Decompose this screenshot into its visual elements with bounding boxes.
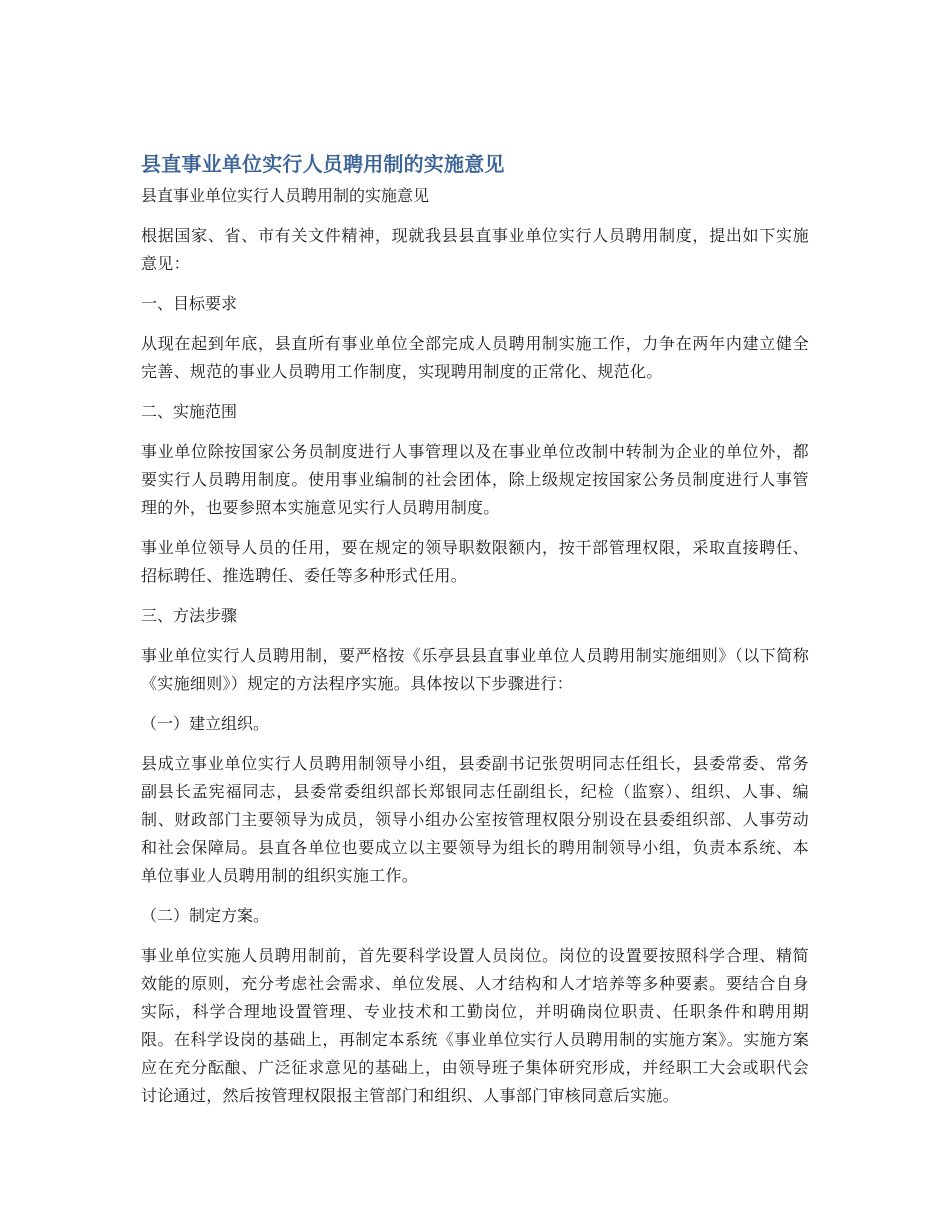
document-subtitle: 县直事业单位实行人员聘用制的实施意见 bbox=[141, 186, 430, 205]
paragraph-scope: 事业单位除按国家公务员制度进行人事管理以及在事业单位改制中转制为企业的单位外，都要实行人员聘用制度。使用事业编制的社会团体，除上级规定按国家公务员制度进行人事管理的外，也要参照本实施意见实行人员聘用制度。 bbox=[141, 442, 809, 517]
document-title: 县直事业单位实行人员聘用制的实施意见 bbox=[141, 152, 505, 176]
document-page bbox=[141, 150, 809, 1110]
paragraph-intro: 根据国家、省、市有关文件精神，现就我县县直事业单位实行人员聘用制度，提出如下实施意见： bbox=[141, 226, 809, 273]
section-heading-steps: 三、方法步骤 bbox=[141, 606, 238, 625]
section-heading-scope: 二、实施范围 bbox=[141, 402, 238, 421]
subsection-heading-organization: （一）建立组织。 bbox=[141, 714, 270, 733]
paragraph-plan: 事业单位实施人员聘用制前，首先要科学设置人员岗位。岗位的设置要按照科学合理、精简效能的原则，充分考虑社会需求、单位发展、人才结构和人才培养等多种要素。要结合自身实际，科学合理地设置管理、专业技术和工勤岗位，并明确岗位职责、任职条件和聘用期限。在科学设岗的基础上，再制定本系统《事业单位实行人员聘用制的实施方案》。实施方案应在充分酝酿、广泛征求意见的基础上，由领导班子集体研究形成，并经职工大会或职代会讨论通过，然后按管理权限报主管部门和组织、人事部门审核同意后实施。 bbox=[141, 946, 809, 1105]
subsection-heading-plan: （二）制定方案。 bbox=[141, 906, 270, 925]
paragraph-goals: 从现在起到年底，县直所有事业单位全部完成人员聘用制实施工作，力争在两年内建立健全完善、规范的事业人员聘用工作制度，实现聘用制度的正常化、规范化。 bbox=[141, 334, 809, 381]
section-heading-goals: 一、目标要求 bbox=[141, 294, 238, 313]
paragraph-leadership: 事业单位领导人员的任用，要在规定的领导职数限额内，按干部管理权限，采取直接聘任、招标聘任、推选聘任、委任等多种形式任用。 bbox=[141, 538, 809, 585]
paragraph-steps: 事业单位实行人员聘用制，要严格按《乐亭县县直事业单位人员聘用制实施细则》（以下简称《实施细则》）规定的方法程序实施。具体按以下步骤进行： bbox=[141, 646, 809, 693]
paragraph-organization: 县成立事业单位实行人员聘用制领导小组，县委副书记张贺明同志任组长，县委常委、常务副县长孟宪福同志，县委常委组织部长郑银同志任副组长，纪检（监察）、组织、人事、编制、财政部门主要领导为成员，领导小组办公室按管理权限分别设在县委组织部、人事劳动和社会保障局。县直各单位也要成立以主要领导为组长的聘用制领导小组，负责本系统、本单位事业人员聘用制的组织实施工作。 bbox=[141, 754, 809, 885]
